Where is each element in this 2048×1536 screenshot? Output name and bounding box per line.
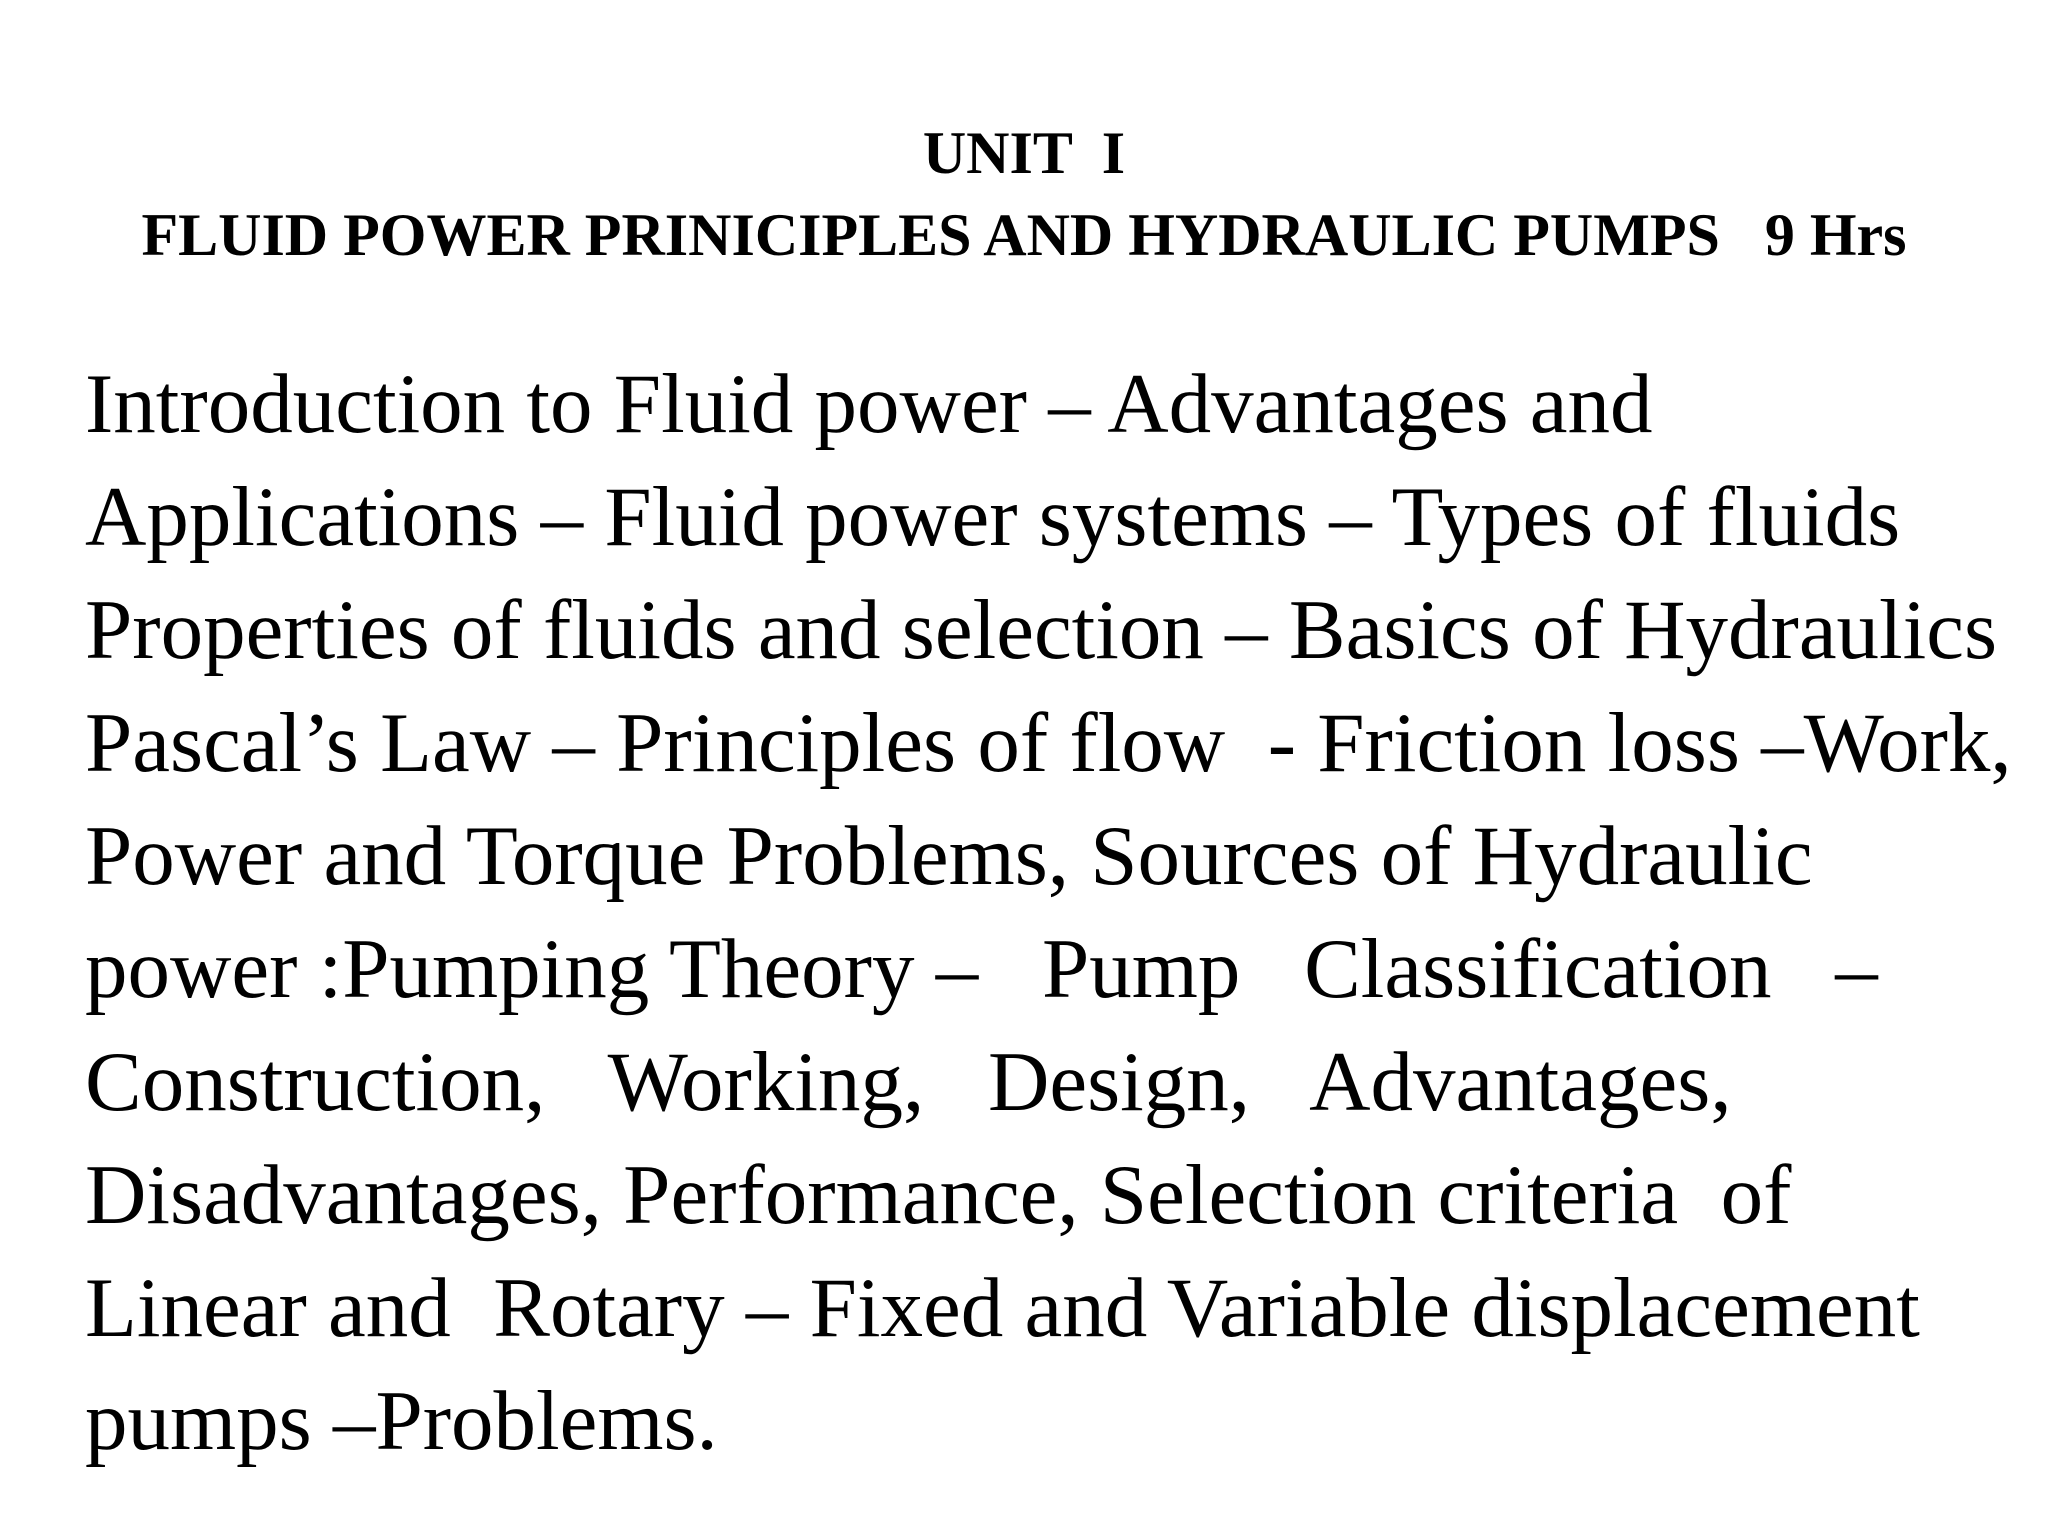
unit-heading: UNIT I — [922, 120, 1126, 186]
syllabus-line: Linear and Rotary – Fixed and Variable displacement — [85, 1261, 1920, 1355]
syllabus-line: Properties of fluids and selection – Basics of Hydraulics — [85, 583, 1998, 677]
topic-heading: FLUID POWER PRINICIPLES AND HYDRAULIC PUMPS 9 Hrs — [141, 202, 1907, 268]
syllabus-body — [85, 348, 2035, 1478]
syllabus-line: power :Pumping Theory – Pump Classification – — [85, 922, 1878, 1016]
syllabus-line: pumps –Problems. — [85, 1374, 718, 1468]
syllabus-line: Disadvantages, Performance, Selection criteria of — [85, 1148, 1792, 1242]
syllabus-line: Pascal’s Law – Principles of flow - Friction loss –Work, — [85, 696, 2012, 790]
syllabus-line: Introduction to Fluid power – Advantages and — [85, 357, 1653, 451]
syllabus-line: Construction, Working, Design, Advantages, — [85, 1035, 1732, 1129]
syllabus-line: Applications – Fluid power systems – Types of fluids — [85, 470, 1901, 564]
syllabus-line: Power and Torque Problems, Sources of Hydraulic — [85, 809, 1813, 903]
